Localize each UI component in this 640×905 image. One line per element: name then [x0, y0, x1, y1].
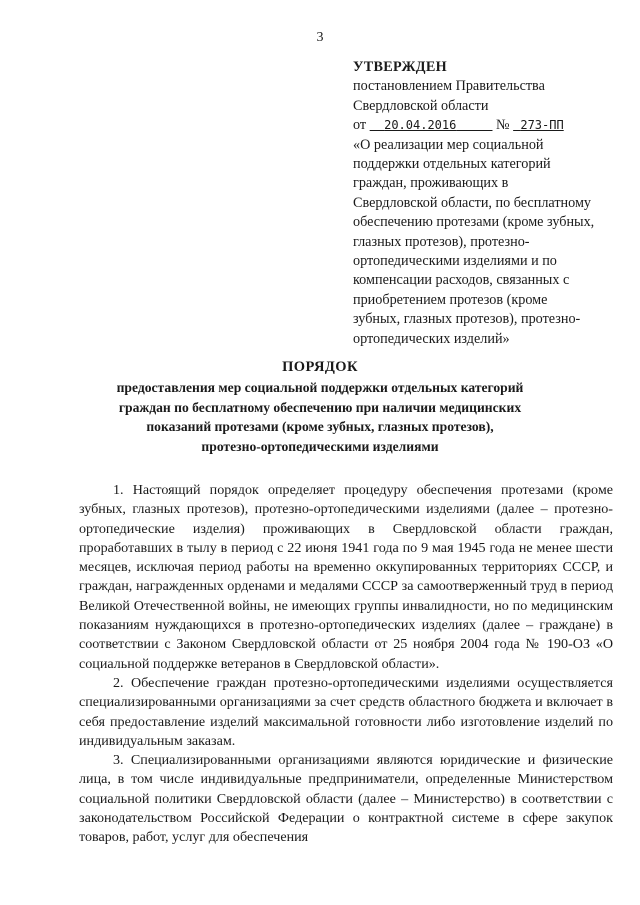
decree-line: глазных протезов), протезно- — [353, 233, 530, 250]
heading-subtitle-line: показаний протезами (кроме зубных, глазных протезов), — [146, 419, 494, 434]
decree-line: ортопедических изделий» — [353, 330, 510, 347]
approval-number: 273-ПП — [520, 118, 564, 133]
decree-line: приобретением протезов (кроме — [353, 291, 548, 308]
paragraph-3: 3. Специализированными организациями являются юридические и физические лица, в том числе индивидуальные предприниматели, определенные Министерством социальной политики Свердловской области (далее – Министерство) в соответствии с законодательством Российской Федерации о контрактной системе в сфере закупок товаров, работ, услуг для обеспечения — [79, 752, 613, 846]
decree-line: ортопедическими изделиями и по — [353, 253, 557, 270]
document-heading — [100, 356, 540, 456]
approval-line-1: постановлением Правительства — [353, 78, 545, 95]
paragraph-1: 1. Настоящий порядок определяет процедуру обеспечения протезами (кроме зубных, глазных протезов), протезно-ортопедическими изделиями (далее – протезно-ортопедические изделия) проживающих в Свердловской области граждан, проработавших в тылу в период с 22 июня 1941 года по 9 мая 1945 года не менее шести месяцев, исключая период работы на временно оккупированных территориях СССР, и граждан, награжденных орденами и медалями СССР за самоотверженный труд в период Великой Отечественной войны, не имеющих группы инвалидности, но по медицинским показаниям нуждающихся в протезно-ортопедических изделиях (далее – граждане) в соответствии с Законом Свердловской области от 25 ноября 2004 года № 190-ОЗ «О социальной поддержке ветеранов в Свердловской области». — [79, 482, 613, 672]
approval-block — [353, 58, 613, 349]
decree-line: поддержки отдельных категорий — [353, 156, 551, 173]
heading-subtitle-line: граждан по бесплатному обеспечению при наличии медицинских — [118, 399, 522, 415]
decree-line: компенсации расходов, связанных с — [353, 272, 570, 289]
heading-subtitle-line: предоставления мер социальной поддержки отдельных категорий — [116, 380, 524, 395]
number-prefix: № — [496, 117, 510, 134]
document-body — [79, 481, 613, 848]
decree-line: обеспечению протезами (кроме зубных, — [353, 214, 595, 231]
approval-line-2: Свердловской области — [353, 97, 489, 114]
decree-line: зубных, глазных протезов), протезно- — [353, 311, 581, 328]
approval-date-line — [353, 116, 613, 135]
decree-line: граждан, проживающих в — [353, 175, 509, 192]
decree-line: «О реализации мер социальной — [353, 136, 544, 153]
page-number: 3 — [316, 30, 324, 45]
heading-subtitle-line: протезно-ортопедическими изделиями — [201, 438, 439, 454]
approval-date: 20.04.2016 — [384, 118, 457, 133]
decree-line: Свердловской области, по бесплатному — [353, 194, 592, 211]
paragraph-2: 2. Обеспечение граждан протезно-ортопедическими изделиями осуществляется специализированными организациями за счет средств областного бюджета и включает в себя предоставление изделий максимальной готовности либо изготовление изделий по индивидуальным заказам. — [79, 674, 613, 749]
date-prefix: от — [353, 117, 367, 134]
heading-title: ПОРЯДОК — [282, 359, 358, 375]
approval-title: УТВЕРЖДЕН — [353, 59, 447, 75]
